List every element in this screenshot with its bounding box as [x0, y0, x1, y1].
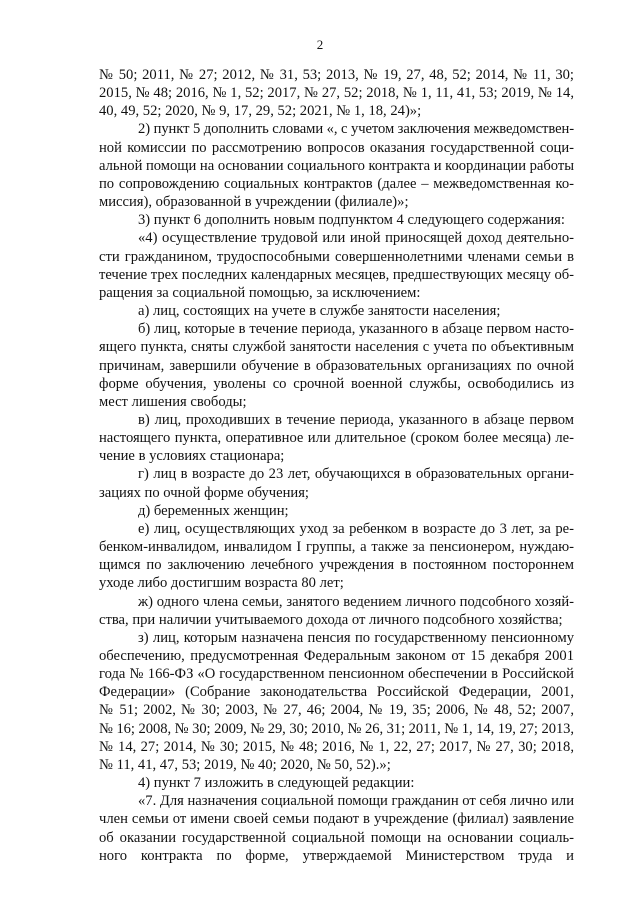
- text-line: № 51; 2002, № 30; 2003, № 27, 46; 2004, № 19, 35; 2006, № 48, 52; 2007,: [99, 702, 574, 719]
- text-line: з) лиц, которым назначена пенсия по государственному пенсионному: [138, 629, 574, 646]
- page-number: 2: [316, 37, 324, 52]
- text-line: № 50; 2011, № 27; 2012, № 31, 53; 2013, № 19, 27, 48, 52; 2014, № 11, 30;: [99, 67, 574, 83]
- text-line: в) лиц, проходивших в течение периода, указанного в абзаце первом: [138, 411, 574, 428]
- text-line: 2015, № 48; 2016, № 1, 52; 2017, № 27, 52; 2018, № 1, 11, 41, 53; 2019, № 14,: [99, 85, 574, 102]
- text-line: е) лиц, осуществляющих уход за ребенком в возрасте до 3 лет, за ре-: [138, 520, 574, 537]
- text-line: член семьи от имени своей семьи подают в учреждение (филиал) заявление: [99, 811, 574, 828]
- text-line: причинам, завершили обучение в образовательных организациях по очной: [99, 357, 574, 374]
- text-line: б) лиц, которые в течение периода, указанного в абзаце первом насто-: [138, 321, 574, 338]
- text-line: мест лишения свободы;: [99, 393, 247, 410]
- text-line: зациях по очной форме обучения;: [99, 484, 309, 501]
- text-line: г) лиц в возрасте до 23 лет, обучающихся в образовательных органи-: [138, 466, 574, 483]
- text-line: № 14, 27; 2014, № 30; 2015, № 48; 2016, № 1, 22, 27; 2017, № 27, 30; 2018,: [99, 738, 574, 755]
- text-line: форме обучения, уволены со срочной военной службы, освободились из: [99, 375, 574, 392]
- text-line: обеспечению, предусмотренная Федеральным законом от 15 декабря 2001: [99, 648, 574, 664]
- text-line: 3) пункт 6 дополнить новым подпунктом 4 следующего содержания:: [138, 212, 565, 229]
- text-line: об оказании государственной социальной помощи на основании социаль-: [99, 829, 574, 846]
- text-line: настоящего пункта, оперативное или длительное (сроком более месяца) ле-: [99, 430, 574, 447]
- text-line: ства, при наличии учитываемого дохода от личного подсобного хозяйства;: [99, 611, 563, 628]
- text-line: Федерации» (Собрание законодательства Российской Федерации, 2001,: [99, 684, 574, 701]
- document-body: [99, 66, 574, 865]
- text-line: № 11, 41, 47, 53; 2019, № 40; 2020, № 50, 52).»;: [99, 756, 391, 773]
- text-line: течение трех последних календарных месяцев, предшествующих месяцу об-: [99, 266, 574, 283]
- text-line: ного контракта по форме, утверждаемой Министерством труда и: [99, 847, 574, 864]
- text-line: «4) осуществление трудовой или иной приносящей доход деятельно-: [138, 230, 574, 247]
- text-line: ной комиссии по рассмотрению вопросов оказания государственной соци-: [99, 139, 574, 156]
- text-line: 40, 49, 52; 2020, № 9, 17, 29, 52; 2021, № 1, 18, 24)»;: [99, 103, 422, 120]
- text-line: № 16; 2008, № 30; 2009, № 29, 30; 2010, № 26, 31; 2011, № 1, 14, 19, 27; 2013,: [99, 720, 575, 737]
- text-line: д) беременных женщин;: [138, 502, 289, 519]
- text-line: ящего пункта, сняты службой занятости населения с учета по объективным: [99, 339, 574, 356]
- text-line: бенком-инвалидом, инвалидом I группы, а также за пенсионером, нуждаю-: [99, 539, 574, 556]
- text-line: по сопровождению социальных контрактов (далее – межведомственная ко-: [99, 175, 574, 192]
- text-line: уходе либо достигшим возраста 80 лет;: [99, 575, 344, 592]
- text-line: альной помощи на основании социального контракта и координации работы: [99, 157, 574, 174]
- text-line: 4) пункт 7 изложить в следующей редакции:: [138, 775, 415, 792]
- text-line: миссия), образованной в учреждении (филиале)»;: [99, 194, 409, 211]
- text-line: ж) одного члена семьи, занятого ведением личного подсобного хозяй-: [138, 593, 574, 610]
- text-line: сти гражданином, трудоспособными совершеннолетними членами семьи в: [99, 248, 574, 265]
- text-line: чение в условиях стационара;: [99, 448, 285, 465]
- text-line: ращения за социальной помощью, за исключением:: [99, 284, 421, 301]
- text-line: щимся по заключению лечебного учреждения в постоянном постороннем: [99, 557, 574, 574]
- text-line: а) лиц, состоящих на учете в службе занятости населения;: [138, 303, 501, 320]
- text-line: года № 166-ФЗ «О государственном пенсионном обеспечении в Российской: [99, 666, 574, 683]
- text-line: «7. Для назначения социальной помощи гражданин от себя лично или: [138, 793, 574, 810]
- text-line: 2) пункт 5 дополнить словами «, с учетом заключения межведомствен-: [138, 121, 574, 138]
